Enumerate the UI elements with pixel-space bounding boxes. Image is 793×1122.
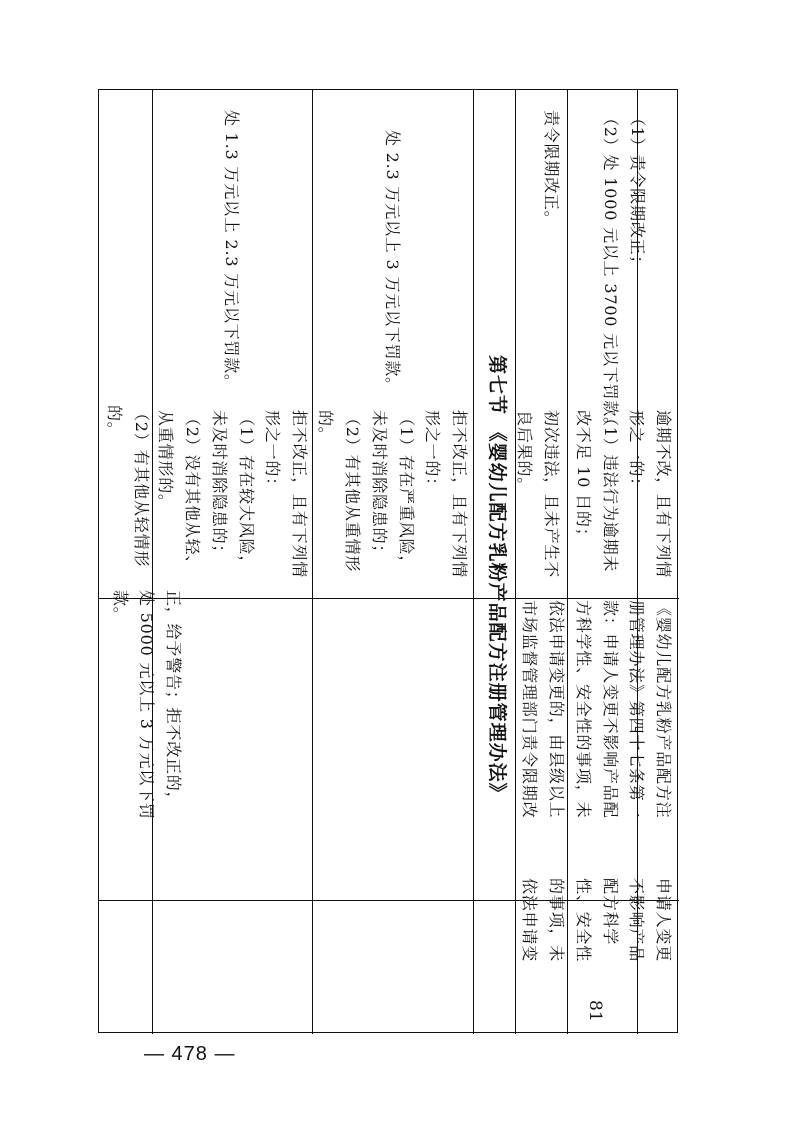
row81-penalty-1: 责令限期改正。 (542, 110, 561, 228)
row81-basis-cell: 《婴幼儿配方乳粉产品配方注 册管理办法》第四十七条第一 款：申请人变更不影响产品配 方科学性、安全性的事项，未 依法申请变更的，由县级以上 市场监督管理部门责令限期改 (520, 600, 673, 819)
col-divider-3 (473, 90, 474, 1034)
page-number: — 478 — (144, 1043, 236, 1065)
row81-condition-1: 初次违法，且未产生不 良后果的。 (515, 410, 561, 579)
row81-item-cell: 申请人变更 不影响产品 配方科学 性、安全性 的事项，未 依法申请变 (520, 878, 673, 963)
row-number: 81 (585, 1000, 605, 1022)
row81-condition-2: 逾期不改，且有下列情 形之一的： （1）违法行为逾期未 改不足 10 日的； (573, 410, 673, 579)
row-divider-1 (99, 598, 679, 599)
row81-penalty-2: （1）责令限期改正； （2）处 1000 元以上 3700 元以下罚款。 (601, 110, 647, 434)
section-title: 第七节 《婴幼儿配方乳粉产品配方注册管理办法》 (486, 355, 508, 803)
prev-condition-3: 拒不改正，且有下列情 形之一的： （1）存在严重风险， 未及时消除隐患的； （2）有其他从重情形 的。 (316, 410, 469, 579)
prev-basis-cell: 正，给予警告；拒不改正的， 处 5000 元以上 3 万元以下罚 款。 (110, 590, 183, 820)
prev-penalty-2: 处 1.3 万元以上 2.3 万元以下罚款。 (222, 110, 241, 391)
prev-penalty-3: 处 2.3 万元以上 3 万元以下罚款。 (383, 130, 402, 394)
prev-condition-1: （2）有其他从轻情形 的。 (105, 405, 151, 568)
prev-condition-2: 拒不改正，且有下列情 形之一的： （1）存在较大风险， 未及时消除隐患的； （2）没有其他从轻、 从重情形的。 (156, 410, 309, 579)
